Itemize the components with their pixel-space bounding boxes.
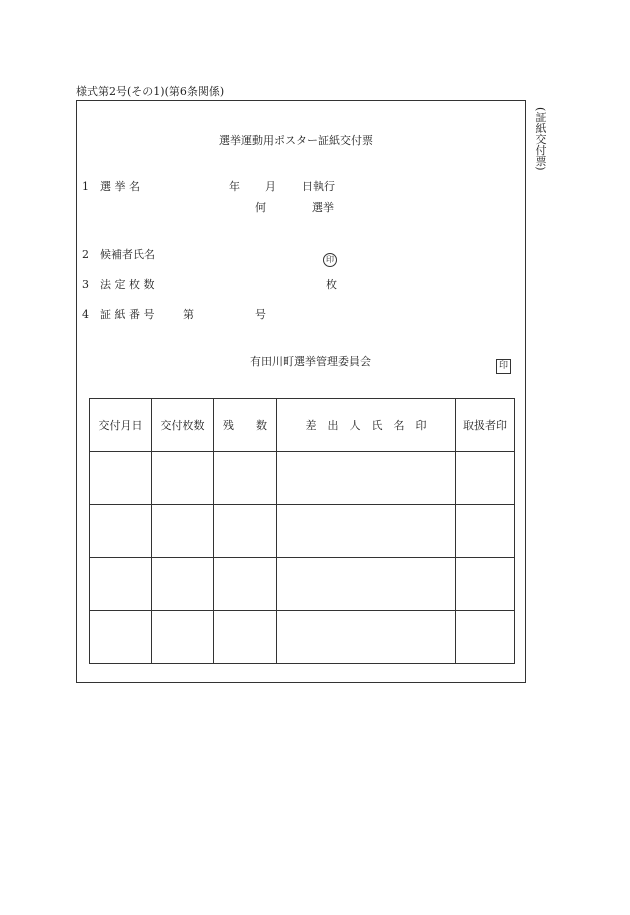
table-cell[interactable]	[90, 505, 152, 558]
table-cell[interactable]	[277, 558, 456, 611]
issuance-table	[89, 398, 515, 664]
item-3-label: 法 定 枚 数	[100, 278, 155, 291]
item-1-year: 年	[229, 180, 240, 193]
table-cell[interactable]	[277, 611, 456, 664]
table-cell[interactable]	[214, 505, 277, 558]
table-cell[interactable]	[456, 452, 515, 505]
header-handler-seal: 取扱者印	[456, 399, 515, 452]
candidate-seal-text: 印	[323, 253, 337, 267]
item-2-number: 2	[82, 248, 89, 261]
table-cell[interactable]	[214, 558, 277, 611]
table-cell[interactable]	[90, 452, 152, 505]
table-row	[90, 452, 515, 505]
side-note: (証紙交付票)	[534, 107, 547, 171]
table-row	[90, 558, 515, 611]
item-1-month: 月	[265, 180, 276, 193]
item-2-label: 候補者氏名	[100, 248, 155, 261]
header-issued-count: 交付枚数	[152, 399, 214, 452]
committee-seal-text: 印	[496, 359, 511, 374]
table-cell[interactable]	[214, 452, 277, 505]
table-cell[interactable]	[214, 611, 277, 664]
table-cell[interactable]	[152, 611, 214, 664]
table-cell[interactable]	[456, 611, 515, 664]
item-1-label: 選 挙 名	[100, 180, 140, 193]
item-3-number: 3	[82, 278, 89, 291]
item-4-label: 証 紙 番 号	[100, 308, 155, 321]
table-cell[interactable]	[152, 505, 214, 558]
item-1-senkyo: 選挙	[312, 201, 334, 214]
table-cell[interactable]	[152, 558, 214, 611]
table-row	[90, 611, 515, 664]
table-cell[interactable]	[277, 505, 456, 558]
item-1-what: 何	[255, 201, 266, 214]
table-cell[interactable]	[152, 452, 214, 505]
table-cell[interactable]	[456, 558, 515, 611]
table-header-row	[90, 399, 515, 452]
form-title: 選挙運動用ポスター証紙交付票	[219, 134, 373, 147]
item-4-go: 号	[255, 308, 266, 321]
table-cell[interactable]	[90, 611, 152, 664]
form-reference: 様式第2号(その1)(第6条関係)	[76, 85, 225, 98]
header-remaining: 残 数	[214, 399, 277, 452]
table-cell[interactable]	[456, 505, 515, 558]
item-4-number: 4	[82, 308, 89, 321]
header-date: 交付月日	[90, 399, 152, 452]
item-1-number: 1	[82, 180, 89, 193]
committee-seal-icon	[496, 353, 511, 374]
item-4-dai: 第	[183, 308, 194, 321]
item-3-unit: 枚	[326, 278, 337, 291]
item-1-day: 日執行	[302, 180, 335, 193]
table-cell[interactable]	[90, 558, 152, 611]
committee-name: 有田川町選挙管理委員会	[250, 355, 371, 368]
table-row	[90, 505, 515, 558]
header-submitter: 差 出 人 氏 名 印	[277, 399, 456, 452]
table-cell[interactable]	[277, 452, 456, 505]
candidate-seal-icon	[323, 247, 337, 267]
